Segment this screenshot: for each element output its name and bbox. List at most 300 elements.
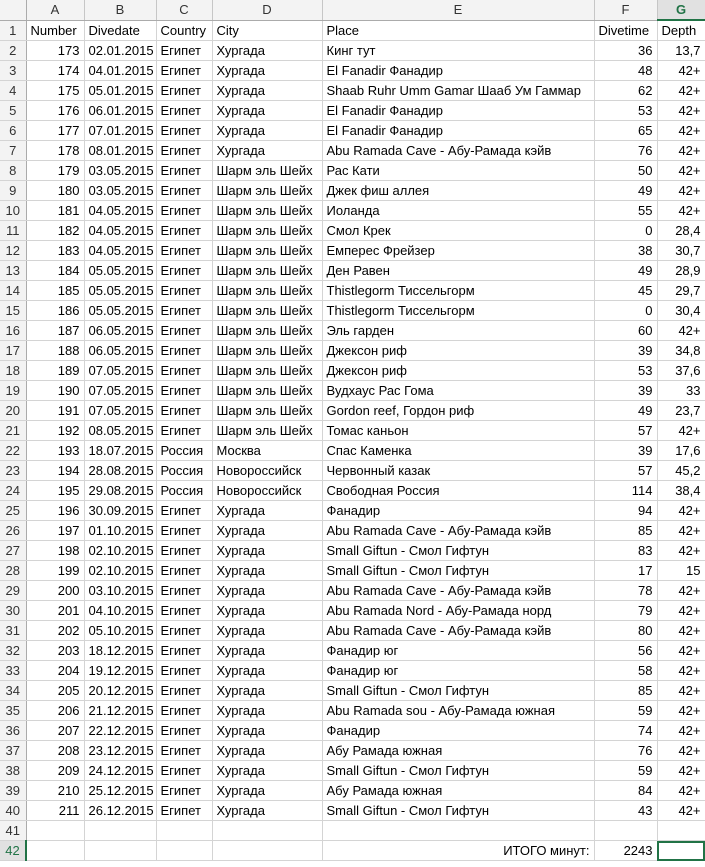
cell-divedate[interactable]: 05.01.2015 — [84, 81, 156, 101]
cell-divetime[interactable]: 80 — [594, 621, 657, 641]
cell-depth[interactable]: 23,7 — [657, 401, 705, 421]
cell-divetime[interactable]: 39 — [594, 381, 657, 401]
cell-place[interactable]: Абу Рамада южная — [322, 781, 594, 801]
cell-divetime[interactable]: 114 — [594, 481, 657, 501]
cell-country[interactable]: Россия — [156, 441, 212, 461]
cell-country[interactable]: Египет — [156, 381, 212, 401]
row-header[interactable]: 14 — [0, 281, 26, 301]
cell-city[interactable]: Хургада — [212, 541, 322, 561]
cell-number[interactable]: 196 — [26, 501, 84, 521]
cell-divetime[interactable]: 56 — [594, 641, 657, 661]
row-header[interactable]: 13 — [0, 261, 26, 281]
cell-divetime[interactable]: 58 — [594, 661, 657, 681]
cell-number[interactable]: 193 — [26, 441, 84, 461]
cell-depth[interactable]: 42+ — [657, 641, 705, 661]
cell-number[interactable]: 198 — [26, 541, 84, 561]
cell-city[interactable]: Хургада — [212, 741, 322, 761]
cell-number[interactable]: 199 — [26, 561, 84, 581]
cell-number[interactable]: 206 — [26, 701, 84, 721]
cell-depth[interactable]: 15 — [657, 561, 705, 581]
cell-place[interactable]: Ден Равен — [322, 261, 594, 281]
cell-divedate[interactable]: 04.01.2015 — [84, 61, 156, 81]
cell-depth[interactable]: 42+ — [657, 321, 705, 341]
column-header-d[interactable]: D — [212, 0, 322, 20]
cell-number[interactable]: 191 — [26, 401, 84, 421]
cell-divetime[interactable]: 60 — [594, 321, 657, 341]
cell-country[interactable]: Египет — [156, 161, 212, 181]
cell-place[interactable]: Фанадир юг — [322, 641, 594, 661]
cell-city[interactable]: Шарм эль Шейх — [212, 321, 322, 341]
cell-divetime[interactable]: 49 — [594, 401, 657, 421]
cell-number[interactable]: 194 — [26, 461, 84, 481]
cell-country[interactable]: Египет — [156, 221, 212, 241]
cell[interactable] — [156, 841, 212, 861]
cell-divedate[interactable]: 07.05.2015 — [84, 361, 156, 381]
cell-divedate[interactable]: 28.08.2015 — [84, 461, 156, 481]
row-header[interactable]: 29 — [0, 581, 26, 601]
row-header[interactable]: 19 — [0, 381, 26, 401]
cell-divetime[interactable]: 53 — [594, 361, 657, 381]
total-value[interactable]: 2243 — [594, 841, 657, 861]
cell-country[interactable]: Египет — [156, 801, 212, 821]
cell-divedate[interactable]: 06.05.2015 — [84, 321, 156, 341]
column-header-f[interactable]: F — [594, 0, 657, 20]
cell-depth[interactable]: 13,7 — [657, 41, 705, 61]
cell-divetime[interactable]: 85 — [594, 521, 657, 541]
cell-country[interactable]: Египет — [156, 321, 212, 341]
cell-country[interactable]: Египет — [156, 781, 212, 801]
cell-country[interactable]: Египет — [156, 201, 212, 221]
cell[interactable] — [594, 821, 657, 841]
row-header[interactable]: 2 — [0, 41, 26, 61]
cell-divedate[interactable]: 03.05.2015 — [84, 181, 156, 201]
cell-divetime[interactable]: 57 — [594, 421, 657, 441]
cell-number[interactable]: 175 — [26, 81, 84, 101]
cell-depth[interactable]: 42+ — [657, 421, 705, 441]
cell-country[interactable]: Египет — [156, 681, 212, 701]
cell-depth[interactable]: 37,6 — [657, 361, 705, 381]
row-header[interactable]: 39 — [0, 781, 26, 801]
cell-divetime[interactable]: 78 — [594, 581, 657, 601]
cell-number[interactable]: 184 — [26, 261, 84, 281]
cell-number[interactable]: 190 — [26, 381, 84, 401]
cell-depth[interactable]: 42+ — [657, 81, 705, 101]
cell-city[interactable]: Шарм эль Шейх — [212, 401, 322, 421]
cell-place[interactable]: Small Giftun - Смол Гифтун — [322, 561, 594, 581]
row-header[interactable]: 23 — [0, 461, 26, 481]
cell-place[interactable]: Small Giftun - Смол Гифтун — [322, 541, 594, 561]
row-header[interactable]: 28 — [0, 561, 26, 581]
select-all-corner[interactable] — [0, 0, 26, 20]
row-header[interactable]: 27 — [0, 541, 26, 561]
cell-number[interactable]: 188 — [26, 341, 84, 361]
cell-depth[interactable]: 42+ — [657, 181, 705, 201]
cell-country[interactable]: Египет — [156, 61, 212, 81]
row-header[interactable]: 1 — [0, 20, 26, 41]
cell-depth[interactable]: 42+ — [657, 661, 705, 681]
cell-number[interactable]: 210 — [26, 781, 84, 801]
cell-place[interactable]: Джексон риф — [322, 361, 594, 381]
cell-depth[interactable]: 29,7 — [657, 281, 705, 301]
cell-country[interactable]: Египет — [156, 701, 212, 721]
cell-depth[interactable]: 42+ — [657, 161, 705, 181]
cell-place[interactable]: Спас Каменка — [322, 441, 594, 461]
row-header[interactable]: 7 — [0, 141, 26, 161]
cell-depth[interactable]: 42+ — [657, 501, 705, 521]
cell-depth[interactable]: 42+ — [657, 581, 705, 601]
cell-city[interactable]: Шарм эль Шейх — [212, 161, 322, 181]
cell-divedate[interactable]: 04.05.2015 — [84, 241, 156, 261]
cell-divetime[interactable]: 59 — [594, 701, 657, 721]
cell-place[interactable]: Abu Ramada Cave - Абу-Рамада кэйв — [322, 621, 594, 641]
row-header[interactable]: 3 — [0, 61, 26, 81]
cell-number[interactable]: 181 — [26, 201, 84, 221]
row-header[interactable]: 5 — [0, 101, 26, 121]
cell[interactable] — [84, 821, 156, 841]
cell-divetime[interactable]: 85 — [594, 681, 657, 701]
row-header[interactable]: 22 — [0, 441, 26, 461]
cell-place[interactable]: El Fanadir Фанадир — [322, 121, 594, 141]
cell-country[interactable]: Египет — [156, 721, 212, 741]
cell-city[interactable]: Хургада — [212, 701, 322, 721]
cell-country[interactable]: Египет — [156, 261, 212, 281]
header-country[interactable]: Country — [156, 20, 212, 41]
cell-number[interactable]: 209 — [26, 761, 84, 781]
cell-depth[interactable]: 42+ — [657, 201, 705, 221]
cell[interactable] — [322, 821, 594, 841]
cell-depth[interactable]: 42+ — [657, 681, 705, 701]
cell-country[interactable]: Египет — [156, 741, 212, 761]
cell-place[interactable]: Thistlegorm Тиссельгорм — [322, 281, 594, 301]
cell-depth[interactable]: 33 — [657, 381, 705, 401]
cell-place[interactable]: Abu Ramada Cave - Абу-Рамада кэйв — [322, 521, 594, 541]
cell-divedate[interactable]: 20.12.2015 — [84, 681, 156, 701]
cell-divedate[interactable]: 18.07.2015 — [84, 441, 156, 461]
cell-country[interactable]: Египет — [156, 661, 212, 681]
row-header[interactable]: 9 — [0, 181, 26, 201]
cell-number[interactable]: 180 — [26, 181, 84, 201]
cell-place[interactable]: Емперес Фрейзер — [322, 241, 594, 261]
cell-city[interactable]: Хургада — [212, 521, 322, 541]
cell[interactable] — [212, 841, 322, 861]
column-header-g[interactable]: G — [657, 0, 705, 20]
cell[interactable] — [657, 821, 705, 841]
cell-city[interactable]: Хургада — [212, 681, 322, 701]
cell-depth[interactable]: 38,4 — [657, 481, 705, 501]
cell-city[interactable]: Хургада — [212, 581, 322, 601]
cell-divedate[interactable]: 05.05.2015 — [84, 261, 156, 281]
cell-depth[interactable]: 30,7 — [657, 241, 705, 261]
header-place[interactable]: Place — [322, 20, 594, 41]
row-header[interactable]: 32 — [0, 641, 26, 661]
cell-divedate[interactable]: 30.09.2015 — [84, 501, 156, 521]
cell-divedate[interactable]: 02.01.2015 — [84, 41, 156, 61]
cell-city[interactable]: Хургада — [212, 81, 322, 101]
row-header[interactable]: 8 — [0, 161, 26, 181]
cell-place[interactable]: Abu Ramada Nord - Абу-Рамада норд — [322, 601, 594, 621]
cell-divedate[interactable]: 01.10.2015 — [84, 521, 156, 541]
cell-divetime[interactable]: 49 — [594, 181, 657, 201]
row-header[interactable]: 24 — [0, 481, 26, 501]
cell-number[interactable]: 183 — [26, 241, 84, 261]
cell-divedate[interactable]: 19.12.2015 — [84, 661, 156, 681]
cell-divetime[interactable]: 76 — [594, 741, 657, 761]
cell-place[interactable]: Иоланда — [322, 201, 594, 221]
row-header[interactable]: 37 — [0, 741, 26, 761]
cell-country[interactable]: Египет — [156, 501, 212, 521]
row-header[interactable]: 15 — [0, 301, 26, 321]
cell-depth[interactable]: 42+ — [657, 621, 705, 641]
cell-country[interactable]: Египет — [156, 521, 212, 541]
cell-country[interactable]: Египет — [156, 421, 212, 441]
cell-city[interactable]: Хургада — [212, 621, 322, 641]
cell-number[interactable]: 197 — [26, 521, 84, 541]
cell-city[interactable]: Москва — [212, 441, 322, 461]
header-number[interactable]: Number — [26, 20, 84, 41]
cell-depth[interactable]: 42+ — [657, 541, 705, 561]
cell-depth[interactable]: 42+ — [657, 601, 705, 621]
cell-depth[interactable]: 42+ — [657, 521, 705, 541]
cell-number[interactable]: 174 — [26, 61, 84, 81]
cell-number[interactable]: 203 — [26, 641, 84, 661]
cell-depth[interactable]: 34,8 — [657, 341, 705, 361]
column-header-b[interactable]: B — [84, 0, 156, 20]
cell-number[interactable]: 207 — [26, 721, 84, 741]
cell-divedate[interactable]: 05.10.2015 — [84, 621, 156, 641]
cell-divetime[interactable]: 43 — [594, 801, 657, 821]
cell-divetime[interactable]: 57 — [594, 461, 657, 481]
cell-depth[interactable]: 42+ — [657, 761, 705, 781]
header-city[interactable]: City — [212, 20, 322, 41]
row-header[interactable]: 11 — [0, 221, 26, 241]
cell-divetime[interactable]: 79 — [594, 601, 657, 621]
cell-city[interactable]: Хургада — [212, 641, 322, 661]
cell-place[interactable]: Смол Крек — [322, 221, 594, 241]
cell-number[interactable]: 182 — [26, 221, 84, 241]
row-header[interactable]: 26 — [0, 521, 26, 541]
cell-city[interactable]: Шарм эль Шейх — [212, 301, 322, 321]
cell-place[interactable]: Рас Кати — [322, 161, 594, 181]
cell-city[interactable]: Хургада — [212, 41, 322, 61]
header-depth[interactable]: Depth — [657, 20, 705, 41]
cell-divedate[interactable]: 04.05.2015 — [84, 221, 156, 241]
cell-place[interactable]: Small Giftun - Смол Гифтун — [322, 681, 594, 701]
cell-number[interactable]: 187 — [26, 321, 84, 341]
cell-divedate[interactable]: 08.01.2015 — [84, 141, 156, 161]
cell-country[interactable]: Египет — [156, 561, 212, 581]
cell-place[interactable]: Томас каньон — [322, 421, 594, 441]
cell-place[interactable]: Червонный казак — [322, 461, 594, 481]
cell-country[interactable]: Египет — [156, 541, 212, 561]
cell-divedate[interactable]: 07.05.2015 — [84, 401, 156, 421]
cell-country[interactable]: Египет — [156, 641, 212, 661]
cell-number[interactable]: 201 — [26, 601, 84, 621]
cell-city[interactable]: Шарм эль Шейх — [212, 201, 322, 221]
row-header[interactable]: 33 — [0, 661, 26, 681]
cell-divetime[interactable]: 53 — [594, 101, 657, 121]
cell-country[interactable]: Египет — [156, 761, 212, 781]
cell-divetime[interactable]: 45 — [594, 281, 657, 301]
cell-divedate[interactable]: 05.05.2015 — [84, 281, 156, 301]
cell-divetime[interactable]: 39 — [594, 341, 657, 361]
cell-divedate[interactable]: 03.10.2015 — [84, 581, 156, 601]
cell-divedate[interactable]: 06.05.2015 — [84, 341, 156, 361]
cell-divetime[interactable]: 74 — [594, 721, 657, 741]
cell-divedate[interactable]: 02.10.2015 — [84, 561, 156, 581]
cell-depth[interactable]: 42+ — [657, 101, 705, 121]
cell-divedate[interactable]: 21.12.2015 — [84, 701, 156, 721]
cell-number[interactable]: 204 — [26, 661, 84, 681]
cell-place[interactable]: Фанадир — [322, 721, 594, 741]
cell-divetime[interactable]: 84 — [594, 781, 657, 801]
cell-depth[interactable]: 42+ — [657, 61, 705, 81]
cell-city[interactable]: Шарм эль Шейх — [212, 281, 322, 301]
cell-country[interactable]: Египет — [156, 341, 212, 361]
row-header[interactable]: 18 — [0, 361, 26, 381]
cell-city[interactable]: Шарм эль Шейх — [212, 181, 322, 201]
cell-country[interactable]: Египет — [156, 181, 212, 201]
cell-place[interactable]: Abu Ramada Cave - Абу-Рамада кэйв — [322, 581, 594, 601]
cell-city[interactable]: Хургада — [212, 61, 322, 81]
cell-divetime[interactable]: 65 — [594, 121, 657, 141]
cell-place[interactable]: Thistlegorm Тиссельгорм — [322, 301, 594, 321]
cell-city[interactable]: Новороссийск — [212, 481, 322, 501]
cell-divedate[interactable]: 07.01.2015 — [84, 121, 156, 141]
row-header[interactable]: 20 — [0, 401, 26, 421]
cell-country[interactable]: Россия — [156, 461, 212, 481]
cell[interactable] — [26, 821, 84, 841]
cell-divedate[interactable]: 23.12.2015 — [84, 741, 156, 761]
row-header[interactable]: 31 — [0, 621, 26, 641]
cell-depth[interactable]: 17,6 — [657, 441, 705, 461]
cell-divetime[interactable]: 0 — [594, 301, 657, 321]
cell-number[interactable]: 178 — [26, 141, 84, 161]
cell-divedate[interactable]: 04.10.2015 — [84, 601, 156, 621]
cell-number[interactable]: 192 — [26, 421, 84, 441]
header-divetime[interactable]: Divetime — [594, 20, 657, 41]
row-header[interactable]: 21 — [0, 421, 26, 441]
cell-place[interactable]: Абу Рамада южная — [322, 741, 594, 761]
cell-number[interactable]: 189 — [26, 361, 84, 381]
cell-city[interactable]: Шарм эль Шейх — [212, 381, 322, 401]
column-header-c[interactable]: C — [156, 0, 212, 20]
cell-city[interactable]: Шарм эль Шейх — [212, 421, 322, 441]
row-header[interactable]: 16 — [0, 321, 26, 341]
cell-country[interactable]: Египет — [156, 361, 212, 381]
cell[interactable] — [84, 841, 156, 861]
cell-depth[interactable]: 42+ — [657, 741, 705, 761]
cell-number[interactable]: 173 — [26, 41, 84, 61]
cell-number[interactable]: 211 — [26, 801, 84, 821]
cell-divetime[interactable]: 62 — [594, 81, 657, 101]
cell-place[interactable]: Свободная Россия — [322, 481, 594, 501]
cell-divetime[interactable]: 38 — [594, 241, 657, 261]
cell-country[interactable]: Россия — [156, 481, 212, 501]
cell-country[interactable]: Египет — [156, 401, 212, 421]
cell-divetime[interactable]: 59 — [594, 761, 657, 781]
cell-place[interactable]: Shaab Ruhr Umm Gamar Шааб Ум Гаммар — [322, 81, 594, 101]
cell-divedate[interactable]: 22.12.2015 — [84, 721, 156, 741]
cell-number[interactable]: 208 — [26, 741, 84, 761]
cell-divetime[interactable]: 76 — [594, 141, 657, 161]
cell-number[interactable]: 202 — [26, 621, 84, 641]
cell-city[interactable]: Новороссийск — [212, 461, 322, 481]
cell-country[interactable]: Египет — [156, 141, 212, 161]
cell-place[interactable]: Gordon reef, Гордон риф — [322, 401, 594, 421]
row-header[interactable]: 42 — [0, 841, 26, 861]
cell-country[interactable]: Египет — [156, 121, 212, 141]
cell-divedate[interactable]: 29.08.2015 — [84, 481, 156, 501]
cell-divedate[interactable]: 18.12.2015 — [84, 641, 156, 661]
cell-country[interactable]: Египет — [156, 101, 212, 121]
column-header-e[interactable]: E — [322, 0, 594, 20]
cell-depth[interactable]: 30,4 — [657, 301, 705, 321]
cell-number[interactable]: 177 — [26, 121, 84, 141]
cell-number[interactable]: 179 — [26, 161, 84, 181]
cell-city[interactable]: Хургада — [212, 601, 322, 621]
cell-country[interactable]: Египет — [156, 581, 212, 601]
row-header[interactable]: 6 — [0, 121, 26, 141]
cell-place[interactable]: Abu Ramada Cave - Абу-Рамада кэйв — [322, 141, 594, 161]
cell-place[interactable]: Вудхаус Рас Гома — [322, 381, 594, 401]
cell-depth[interactable]: 28,4 — [657, 221, 705, 241]
cell-divedate[interactable]: 25.12.2015 — [84, 781, 156, 801]
cell-place[interactable]: Small Giftun - Смол Гифтун — [322, 801, 594, 821]
row-header[interactable]: 34 — [0, 681, 26, 701]
cell-depth[interactable]: 42+ — [657, 801, 705, 821]
row-header[interactable]: 12 — [0, 241, 26, 261]
cell-country[interactable]: Египет — [156, 621, 212, 641]
cell-divetime[interactable]: 39 — [594, 441, 657, 461]
cell-depth[interactable]: 28,9 — [657, 261, 705, 281]
cell-divedate[interactable]: 07.05.2015 — [84, 381, 156, 401]
cell-city[interactable]: Хургада — [212, 661, 322, 681]
cell-country[interactable]: Египет — [156, 41, 212, 61]
cell-country[interactable]: Египет — [156, 281, 212, 301]
cell-country[interactable]: Египет — [156, 301, 212, 321]
cell-city[interactable]: Хургада — [212, 761, 322, 781]
row-header[interactable]: 40 — [0, 801, 26, 821]
cell-city[interactable]: Шарм эль Шейх — [212, 341, 322, 361]
cell-divetime[interactable]: 55 — [594, 201, 657, 221]
cell-divedate[interactable]: 08.05.2015 — [84, 421, 156, 441]
cell-divedate[interactable]: 26.12.2015 — [84, 801, 156, 821]
cell-number[interactable]: 186 — [26, 301, 84, 321]
cell-number[interactable]: 185 — [26, 281, 84, 301]
cell-place[interactable]: El Fanadir Фанадир — [322, 101, 594, 121]
cell-country[interactable]: Египет — [156, 601, 212, 621]
cell-city[interactable]: Шарм эль Шейх — [212, 361, 322, 381]
cell-depth[interactable]: 45,2 — [657, 461, 705, 481]
cell-divedate[interactable]: 06.01.2015 — [84, 101, 156, 121]
cell-divetime[interactable]: 94 — [594, 501, 657, 521]
cell-place[interactable]: Джек фиш аллея — [322, 181, 594, 201]
cell-place[interactable]: Abu Ramada sou - Абу-Рамада южная — [322, 701, 594, 721]
cell-divedate[interactable]: 04.05.2015 — [84, 201, 156, 221]
cell-divetime[interactable]: 49 — [594, 261, 657, 281]
row-header[interactable]: 10 — [0, 201, 26, 221]
cell-depth[interactable]: 42+ — [657, 701, 705, 721]
cell-depth[interactable]: 42+ — [657, 781, 705, 801]
cell-place[interactable]: Фанадир юг — [322, 661, 594, 681]
cell-city[interactable]: Хургада — [212, 781, 322, 801]
cell-city[interactable]: Хургада — [212, 561, 322, 581]
cell-depth[interactable]: 42+ — [657, 721, 705, 741]
cell-country[interactable]: Египет — [156, 81, 212, 101]
cell-divetime[interactable]: 50 — [594, 161, 657, 181]
cell[interactable] — [156, 821, 212, 841]
total-label[interactable]: ИТОГО минут: — [322, 841, 594, 861]
